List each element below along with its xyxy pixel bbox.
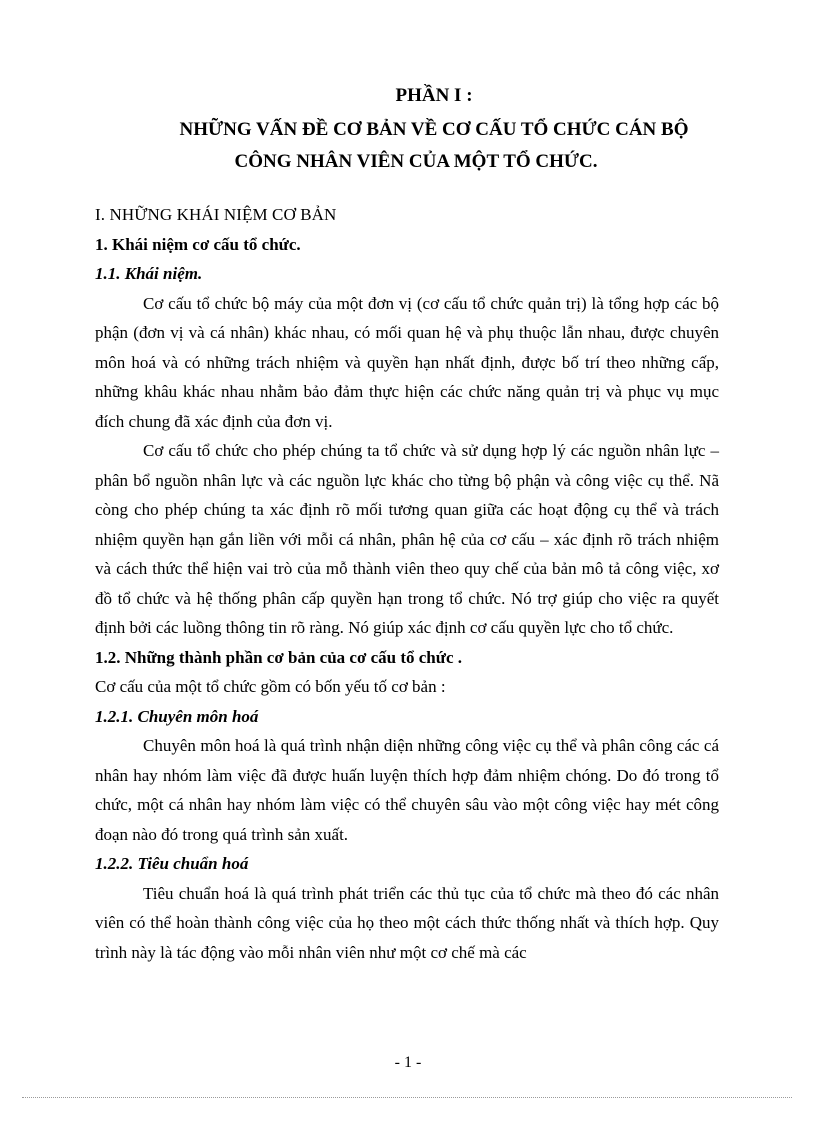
heading-1-2-1: 1.2.1. Chuyên môn hoá [95, 706, 259, 726]
paragraph-structure-role: Cơ cấu tổ chức cho phép chúng ta tổ chức và sử dụng hợp lý các nguồn nhân lực – phân bổ nguồn nhân lực và các nguồn lực khác cho từng bộ phận và công việc cụ thể. Nã còng cho phép chúng ta xác định rõ mối tương quan giữa các hoạt động cụ thể và trách nhiệm quyền hạn gắn liền với mỗi cá nhân, phân hệ của cơ cấu – xác định rõ trách nhiệm và cách thức thể hiện vai trò của mỗ thành viên theo quy chế của bản mô tả công việc, xơ đồ tổ chức và hệ thống phân cấp quyền hạn trong tổ chức. Nó trợ giúp cho việc ra quyết định bởi các luồng thông tin rõ ràng. Nó giúp xác định cơ cấu quyền lực cho tổ chức. [95, 441, 719, 637]
chapter-title-line-2: CÔNG NHÂN VIÊN CỦA MỘT TỔ CHỨC. [234, 151, 598, 172]
section-heading: I. NHỮNG KHÁI NIỆM CƠ BẢN [95, 205, 337, 224]
page-number: - 1 - [394, 1054, 422, 1071]
heading-1-2: 1.2. Những thành phần cơ bản của cơ cấu tổ chức . [95, 647, 463, 667]
document-body [95, 200, 719, 967]
footer-divider [22, 1097, 792, 1098]
paragraph-standardization: Tiêu chuẩn hoá là quá trình phát triển các thủ tục của tổ chức mà theo đó các nhân viên có thể hoàn thành công việc của họ theo một cách thức thống nhất và thích hợp. Quy trình này là tác động vào mỗi nhân viên như một cơ chế mà các [95, 883, 719, 962]
paragraph-four-elements: Cơ cấu của một tổ chức gồm có bốn yếu tố cơ bản : [95, 677, 446, 696]
paragraph-specialization: Chuyên môn hoá là quá trình nhận diện những công việc cụ thể và phân công các cá nhân hay nhóm làm việc đã được huấn luyện thích hợp đảm nhiệm chóng. Do đó trong tổ chức, một cá nhân hay nhóm làm việc có thể chuyên sâu vào một công việc hay mét công đoạn nào đó trong quá trình sản xuất. [95, 736, 719, 844]
part-title: PHẦN I : [395, 85, 473, 106]
paragraph-definition: Cơ cấu tổ chức bộ máy của một đơn vị (cơ cấu tổ chức quản trị) là tổng hợp các bộ phận (đơn vị và cá nhân) khác nhau, có mối quan hệ và phụ thuộc lẫn nhau, được chuyên môn hoá và có những trách nhiệm và quyền hạn nhất định, được bố trí theo những cấp, những khâu khác nhau nhằm bảo đảm thực hiện các chức năng quản trị và phục vụ mục đích chung đã xác định của đơn vị. [95, 293, 719, 431]
heading-1-2-2: 1.2.2. Tiêu chuẩn hoá [95, 854, 249, 873]
heading-1: 1. Khái niệm cơ cấu tổ chức. [95, 234, 301, 254]
heading-1-1: 1.1. Khái niệm. [95, 264, 203, 283]
chapter-title-line-1: NHỮNG VẤN ĐỀ CƠ BẢN VỀ CƠ CẤU TỔ CHỨC CÁN BỘ [179, 119, 689, 140]
